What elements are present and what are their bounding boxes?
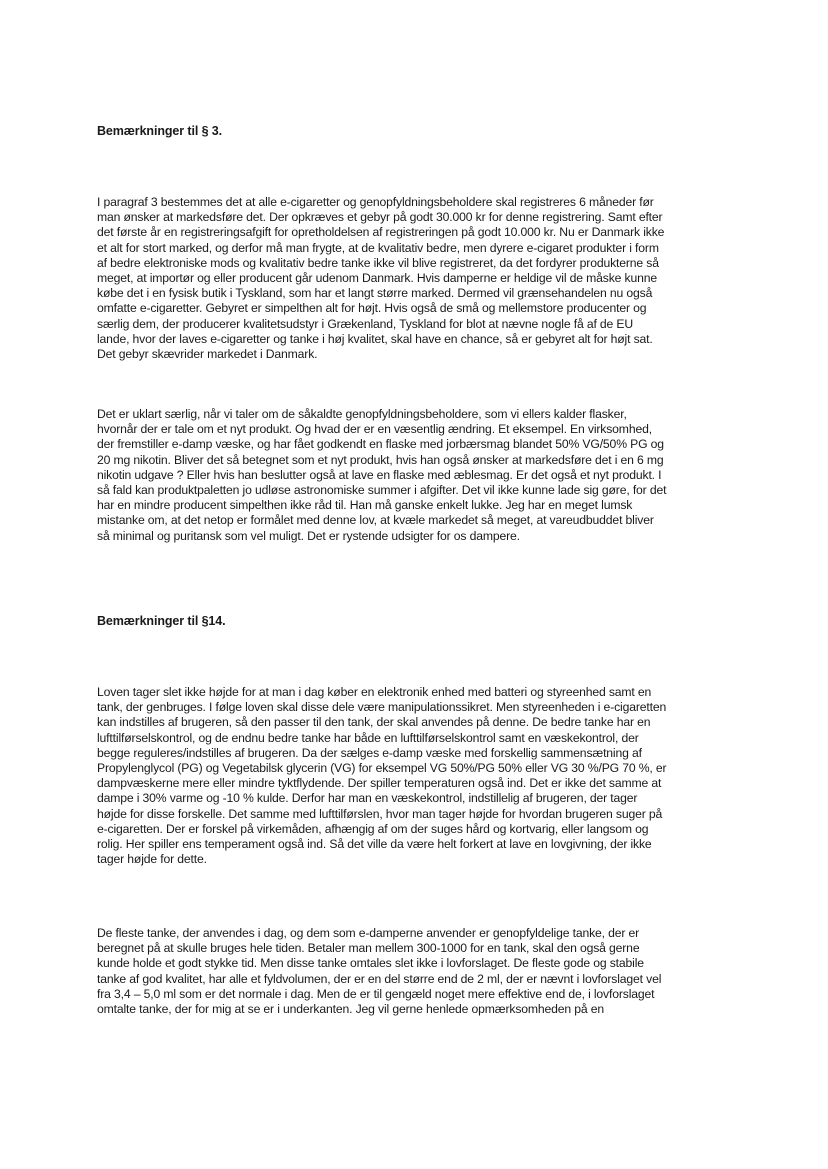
text-line: Propylenglycol (PG) og Vegetabilsk glycerin (VG) for eksempel VG 50%/PG 50% eller VG 30 %/PG 70 %, er <box>97 760 667 775</box>
text-line: kunde holde et godt stykke tid. Men disse tanke omtales slet ikke i lovforslaget. De fleste gode og stabile <box>97 956 644 971</box>
text-line: hvornår der er tale om et nyt produkt. Og hvad der er en væsentlig ændring. Et eksempel. En virksomhed, <box>97 422 652 437</box>
section-heading-14: Bemærkninger til §14. <box>97 614 226 628</box>
text-line: der fremstiller e-damp væske, og har fået godkendt en flaske med jorbærsmag blandet 50% VG/50% PG og <box>97 437 664 452</box>
text-line: meget, at importør og eller producent går udenom Danmark. Hvis damperne er heldige vil de måske kunne <box>97 270 657 285</box>
text-line: tank, der genbruges. I følge loven skal disse dele være manipulationssikret. Men styreenheden i e-cigaretten <box>97 700 667 715</box>
text-line: 20 mg nikotin. Bliver det så betegnet som et nyt produkt, hvis han også ønsker at markedsføre det i en 6 mg <box>97 452 664 467</box>
text-line: et alt for stort marked, og derfor må man frygte, at de kvalitativ bedre, men dyrere e-cigaret produkter i form <box>97 240 659 255</box>
text-line: højde for disse forskelle. Det samme med lufttilførslen, hvor man tager højde for hvordan brugeren suger på <box>97 806 663 821</box>
paragraph-device-controls <box>97 685 747 867</box>
text-line: omtalte tanke, der for mig at se er i underkanten. Jeg vil gerne henlede opmærksomheden på en <box>97 1001 605 1016</box>
text-line: lufttilførselskontrol, og de endnu bedre tanke har både en lufttilførselskontrol samt en væskekontrol, der <box>97 730 639 745</box>
text-line: så minimal og puritansk som vel muligt. Det er rystende udsigter for os dampere. <box>97 528 520 543</box>
text-line: I paragraf 3 bestemmes det at alle e-cigaretter og genopfyldningsbeholdere skal registreres 6 måneder før <box>97 195 654 209</box>
text-line: har en mindre producent simpelthen ikke råd til. Han må ganske enkelt lukke. Jeg har en meget lumsk <box>97 498 633 513</box>
paragraph-refill-containers <box>97 407 747 544</box>
text-line: e-cigaretten. Der er forskel på virkemåden, afhængig af om der suges hård og kortvarig, eller langsom og <box>97 821 649 836</box>
text-line: mistanke om, at det netop er formålet med denne lov, at kvæle markedet så meget, at vareudbuddet bliver <box>97 513 654 528</box>
text-line: rolig. Her spiller ens temperament også ind. Så det ville da være helt forkert at lave en lovgivning, der ikke <box>97 836 652 851</box>
text-line: lande, hvor der laves e-cigaretter og tanke i høj kvalitet, skal have en chance, så er gebyret alt for højt sat. <box>97 331 653 346</box>
paragraph-refillable-tanks <box>97 926 747 1017</box>
text-line: Loven tager slet ikke højde for at man i dag køber en elektronik enhed med batteri og styreenhed samt en <box>97 685 652 699</box>
text-line: dampe i 30% varme og -10 % kulde. Derfor har man en væskekontrol, indstillelig af brugeren, der tager <box>97 791 638 806</box>
text-line: De fleste tanke, der anvendes i dag, og dem som e-damperne anvender er genopfyldelige tanke, der er <box>97 926 640 940</box>
text-line: tager højde for dette. <box>97 852 207 867</box>
text-line: begge reguleres/indstilles af brugeren. Da der sælges e-damp væske med forskellig sammensætning af <box>97 745 642 760</box>
text-line: så fald kan produktpaletten jo udløse astronomiske summer i afgifter. Det vil ikke kunne lade sig gøre, for det <box>97 482 667 497</box>
text-line: fra 3,4 – 5,0 ml som er det normale i dag. Men de er til gengæld noget mere effektive end de, i lovforslaget <box>97 986 655 1001</box>
text-line: Det gebyr skævrider markedet i Danmark. <box>97 346 318 361</box>
text-line: nikotin udgave ? Eller hvis han beslutter også at lave en flaske med æblesmag. Er det også et nyt produkt. I <box>97 467 662 482</box>
text-line: af bedre elektroniske mods og kvalitativ bedre tanke ikke vil blive registreret, da det fordyrer produkterne så <box>97 255 659 270</box>
text-line: dampvæskerne mere eller mindre tyktflydende. Der spiller temperaturen også ind. Det er ikke det samme at <box>97 776 662 791</box>
text-line: omfatte e-cigaretter. Gebyret er simpelthen alt for højt. Hvis også de små og mellemstore producenter og <box>97 301 647 316</box>
text-line: beregnet på at skulle bruges hele tiden. Betaler man mellem 300-1000 for en tank, skal den også gerne <box>97 941 640 956</box>
text-line: særlig dem, der producerer kvalitetsudstyr i Grækenland, Tyskland for blot at nævne nogle få af de EU <box>97 316 634 331</box>
text-line: købe det i en fysisk butik i Tyskland, som har et langt større marked. Dermed vil grænsehandelen nu også <box>97 286 653 301</box>
text-line: det første år en registreringsafgift for opretholdelsen af registreringen på godt 10.000 kr. Nu er Danmark ikke <box>97 225 665 240</box>
text-line: tanke af god kvalitet, har alle et fyldvolumen, der er en del større end de 2 ml, der er nævnt i lovforslaget vel <box>97 971 662 986</box>
text-line: man ønsker at markedsføre det. Der opkræves et gebyr på godt 30.000 kr for denne registrering. Samt efter <box>97 210 663 225</box>
text-line: kan indstilles af brugeren, så den passer til den tank, der skal anvendes på denne. De bedre tanke har en <box>97 715 651 730</box>
text-line: Det er uklart særlig, når vi taler om de såkaldte genopfyldningsbeholdere, som vi ellers kalder flasker, <box>97 407 627 421</box>
section-heading-3: Bemærkninger til § 3. <box>97 124 223 138</box>
paragraph-registration-fees <box>97 195 747 362</box>
